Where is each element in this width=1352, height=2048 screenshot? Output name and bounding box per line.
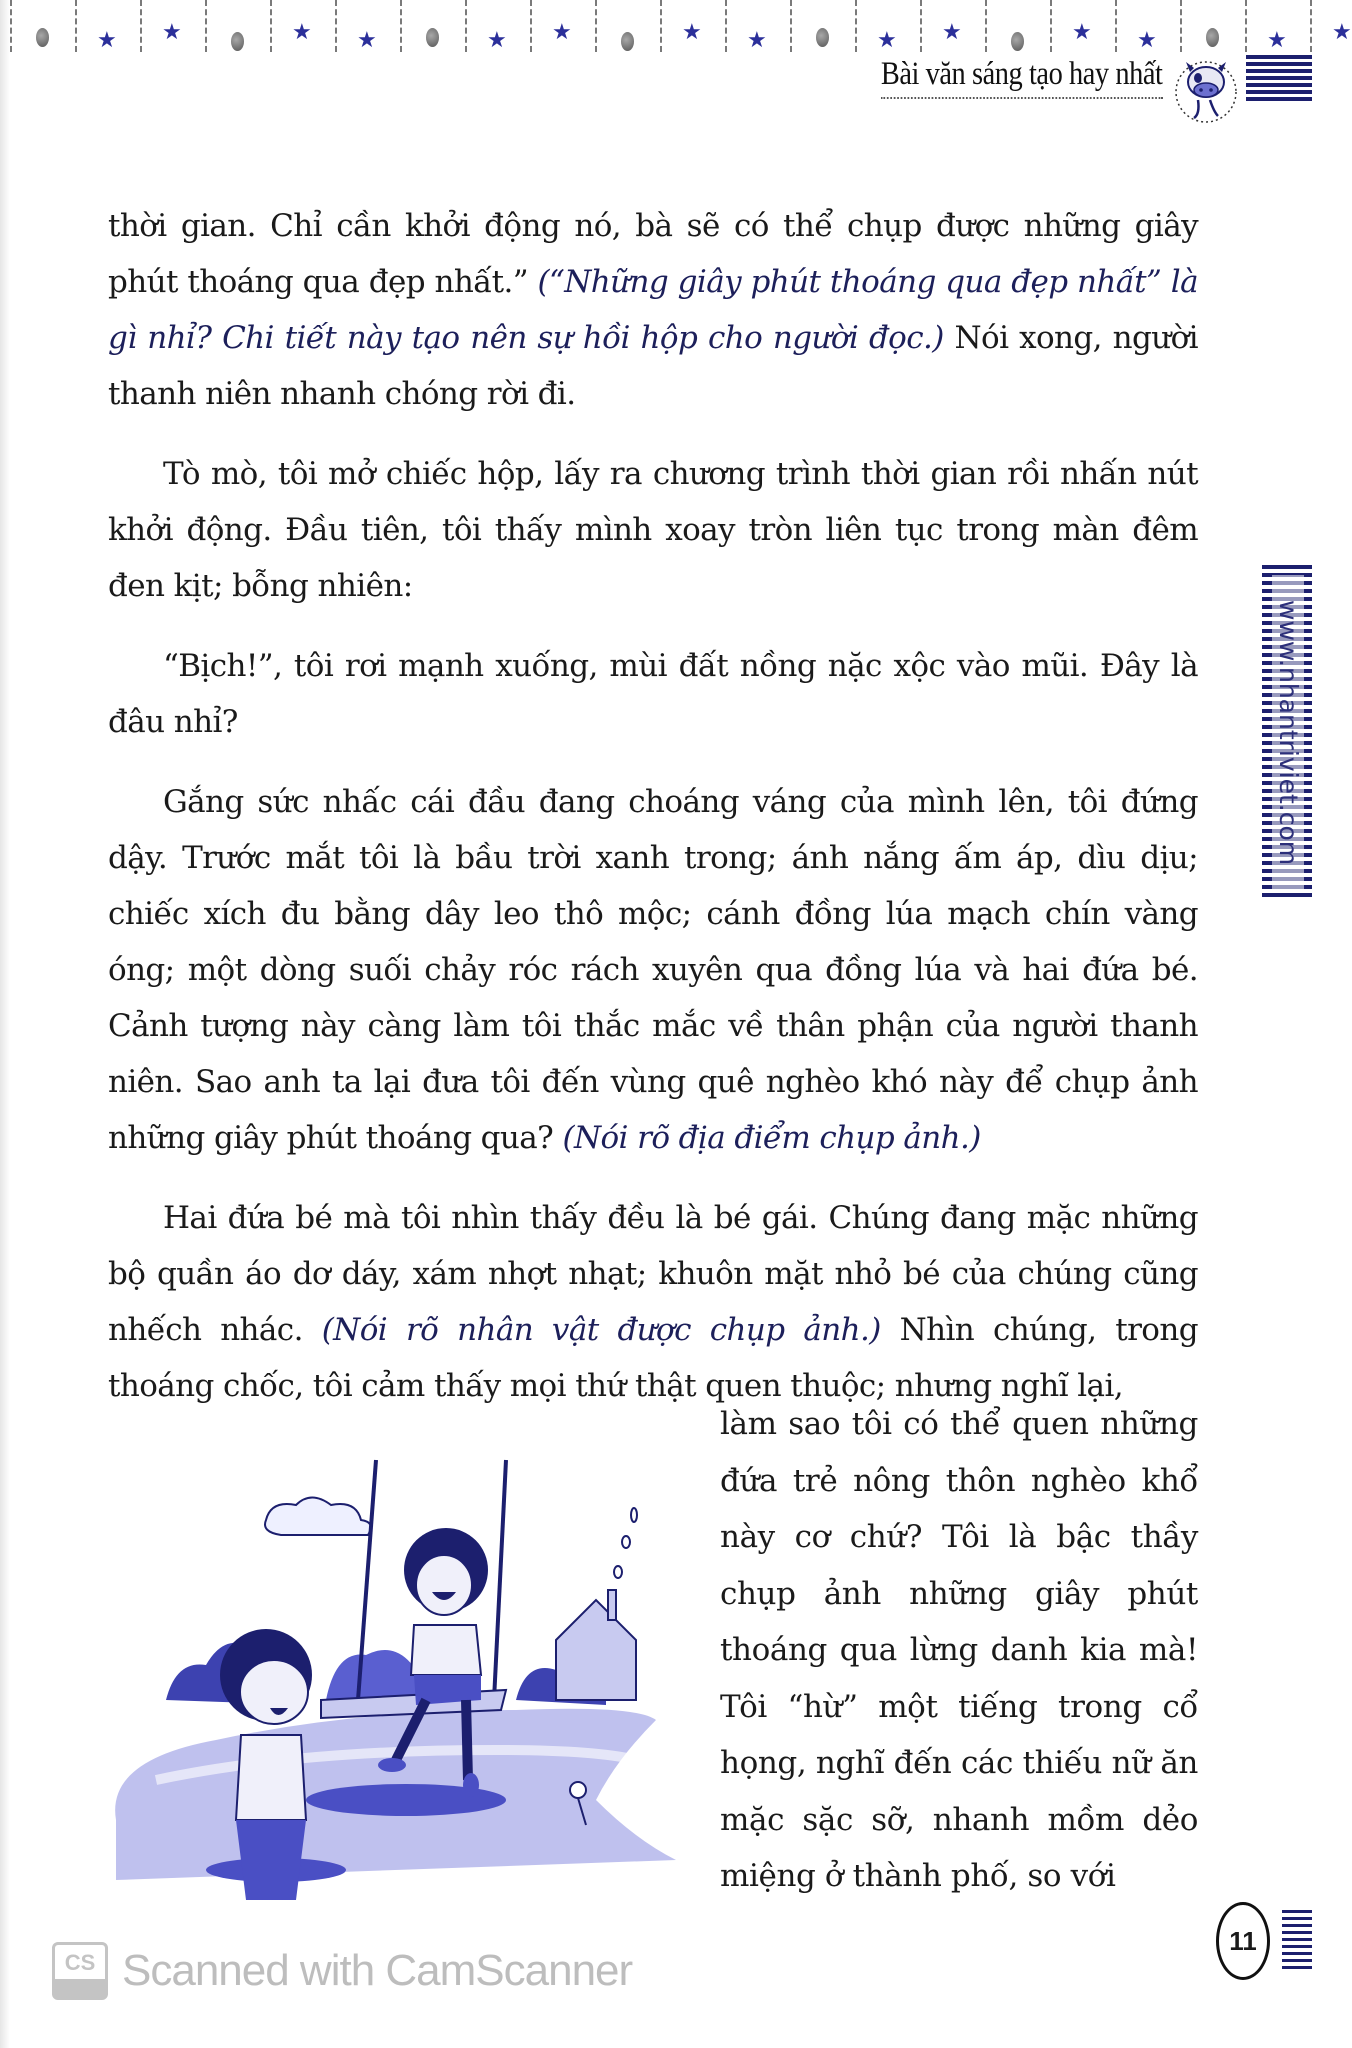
paragraph-text: Hai đứa bé mà tôi nhìn thấy đều là bé gái. Chúng đang mặc những bộ quần áo dơ dáy, xám nhợt nhạt; khuôn mặt nhỏ bé của chúng cũng nhếch nhác. [108,1200,1198,1348]
dashed-line-decoration [140,0,142,52]
watermark-text: Scanned with CamScanner [122,1946,633,1995]
paragraph [108,638,1198,750]
page-number: 11 [1216,1902,1270,1980]
dashed-line-decoration [335,0,337,52]
dot-ornament-icon [816,28,829,47]
star-ornament-icon: ★ [1137,28,1157,53]
paragraph-text: Tò mò, tôi mở chiếc hộp, lấy ra chương trình thời gian rồi nhấn nút khởi động. Đầu tiên, tôi thấy mình xoay tròn liên tục trong màn đêm đen kịt; bỗng nhiên: [108,456,1198,604]
page-number-stripes [1282,1910,1312,1970]
star-ornament-icon: ★ [877,28,897,53]
star-ornament-icon: ★ [357,28,377,53]
paragraph-text: Gắng sức nhấc cái đầu đang choáng váng của mình lên, tôi đứng dậy. Trước mắt tôi là bầu trời xanh trong; ánh nắng ấm áp, dìu dịu; chiếc xích đu bằng dây leo thô mộc; cánh đồng lúa mạch chín vàng óng; một dòng suối chảy róc rách xuyên qua đồng lúa và hai đứa bé. Cảnh tượng này càng làm tôi thắc mắc về thân phận của người thanh niên. Sao anh ta lại đưa tôi đến vùng quê nghèo khó này để chụp ảnh những giây phút thoáng qua? [108,784,1198,1156]
side-tab-url[interactable]: www.nhantriviet.com [1272,575,1304,890]
page-edge-shadow [0,0,10,2048]
star-ornament-icon: ★ [942,20,962,45]
dashed-line-decoration [75,0,77,52]
dot-ornament-icon [1011,32,1024,51]
star-ornament-icon: ★ [292,20,312,45]
annotation-note: (Nói rõ nhân vật được chụp ảnh.) [321,1312,881,1348]
star-ornament-icon: ★ [1332,20,1352,45]
dot-ornament-icon [1206,28,1219,47]
dashed-line-decoration [530,0,532,52]
running-header-book-title: Bài văn sáng tạo hay nhất [880,56,1162,99]
dot-ornament-icon [231,32,244,51]
dot-ornament-icon [36,28,49,47]
top-ornament-strip [0,0,1352,60]
illustration-girls-on-swing [96,1460,696,1880]
dashed-line-decoration [1310,0,1312,52]
star-ornament-icon: ★ [747,28,767,53]
paragraph-text: Nhìn chúng, trong thoáng chốc, tôi cảm thấy mọi thứ thật quen thuộc; nhưng nghĩ lại, [108,1312,1198,1404]
dashed-line-decoration [465,0,467,52]
star-ornament-icon: ★ [97,28,117,53]
wrapped-text-column: làm sao tôi có thể quen những đứa trẻ nông thôn nghèo khổ này cơ chứ? Tôi là bậc thầy chụp ảnh những giây phút thoáng qua lừng danh kia mà! Tôi “hừ” một tiếng trong cổ họng, nghĩ đến các thiếu nữ ăn mặc sặc sỡ, nhanh mồm dẻo miệng ở thành phố, so với [720,1406,1198,1894]
paragraph [108,1190,1198,1414]
dashed-line-decoration [725,0,727,52]
dashed-line-decoration [270,0,272,52]
dot-ornament-icon [426,28,439,47]
annotation-note: (“Những giây phút thoáng qua đẹp nhất” là gì nhỉ? Chi tiết này tạo nên sự hồi hộp cho người đọc.) [108,264,1198,356]
dashed-line-decoration [985,0,987,52]
cow-mascot-icon [1170,50,1240,130]
dashed-line-decoration [790,0,792,52]
dashed-line-decoration [1050,0,1052,52]
dashed-line-decoration [205,0,207,52]
dashed-line-decoration [595,0,597,52]
header-stripes-decoration [1246,55,1312,103]
star-ornament-icon: ★ [1072,20,1092,45]
paragraph [108,446,1198,614]
dashed-line-decoration [920,0,922,52]
body-text [108,198,1198,1438]
dashed-line-decoration [660,0,662,52]
star-ornament-icon: ★ [1267,28,1287,53]
dashed-line-decoration [10,0,12,52]
star-ornament-icon: ★ [552,20,572,45]
paragraph-text: thời gian. Chỉ cần khởi động nó, bà sẽ có thể chụp được những giây phút thoáng qua đẹp nhất.” [108,208,1198,300]
camscanner-logo-icon: CS [52,1942,108,2000]
dashed-line-decoration [1245,0,1247,52]
paragraph [108,198,1198,422]
dashed-line-decoration [400,0,402,52]
annotation-note: (Nói rõ địa điểm chụp ảnh.) [562,1120,981,1156]
dashed-line-decoration [1180,0,1182,52]
dashed-line-decoration [1115,0,1117,52]
camscanner-watermark [52,1942,632,2000]
paragraph [108,774,1198,1166]
star-ornament-icon: ★ [682,20,702,45]
star-ornament-icon: ★ [487,28,507,53]
dashed-line-decoration [855,0,857,52]
paragraph-text: “Bịch!”, tôi rơi mạnh xuống, mùi đất nồng nặc xộc vào mũi. Đây là đâu nhỉ? [108,648,1198,740]
dot-ornament-icon [621,32,634,51]
paragraph-text: Nói xong, người thanh niên nhanh chóng rời đi. [108,320,1198,412]
star-ornament-icon: ★ [162,20,182,45]
